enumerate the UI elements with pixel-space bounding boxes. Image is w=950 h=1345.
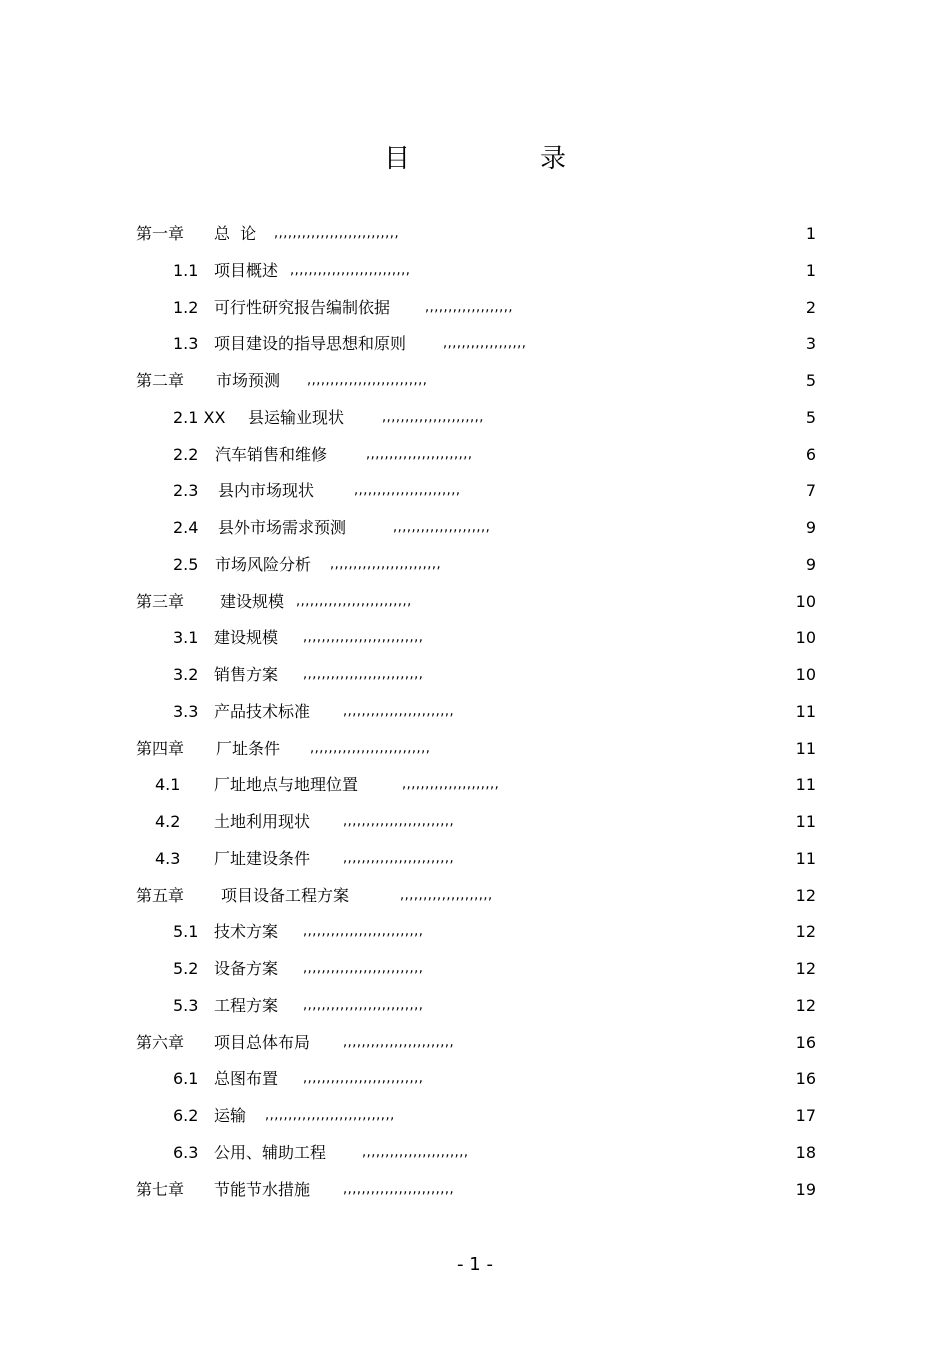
toc-label: 建设规模 (214, 628, 279, 648)
toc-entry-6-2[interactable] (0, 1098, 950, 1135)
toc-leader: ,,,,,,,,,,,,,,,,,,, (425, 299, 514, 315)
toc-leader: ,,,,,,,,,,,,,,,,,,,,,,, (354, 483, 461, 499)
toc-number: 第六章 (136, 1032, 185, 1052)
toc-page: 11 (795, 701, 816, 721)
page-title: 目 录 (383, 144, 618, 174)
toc-number: 4.3 (155, 848, 181, 868)
toc-page: 12 (795, 959, 816, 978)
toc-entry-3-2[interactable] (0, 657, 950, 694)
toc-page: 11 (795, 812, 816, 831)
toc-leader: ,,,,,,,,,,,,,,,,,,,,,,,,,, (307, 373, 428, 388)
toc-page: 16 (795, 1032, 816, 1052)
toc-number: 6.1 (173, 1069, 199, 1089)
toc-number: 第四章 (136, 738, 185, 758)
toc-entry-ch6[interactable] (0, 1025, 950, 1062)
toc-entry-3-1[interactable] (0, 620, 950, 657)
toc-label: 县外市场需求预测 (218, 518, 347, 537)
toc-page: 5 (805, 407, 816, 427)
toc-label: 土地利用现状 (214, 812, 311, 831)
toc-entry-ch2[interactable] (0, 363, 950, 400)
toc-label: 项目设备工程方案 (221, 885, 350, 905)
toc-entry-5-3[interactable] (0, 988, 950, 1025)
toc-page: 18 (795, 1142, 816, 1162)
toc-leader: ,,,,,,,,,,,,,,,,,,,,,,, (366, 446, 473, 462)
toc-entry-1-2[interactable] (0, 290, 950, 327)
toc-label: 节能节水措施 (214, 1179, 311, 1199)
toc-number: 6.2 (173, 1106, 199, 1125)
toc-page: 12 (795, 885, 816, 905)
toc-entry-2-1[interactable] (0, 400, 950, 437)
toc-number: 4.1 (155, 775, 181, 795)
toc-page: 5 (805, 371, 816, 390)
toc-number: 4.2 (155, 812, 181, 831)
toc-entry-6-1[interactable] (0, 1061, 950, 1098)
toc-leader: ,,,,,,,,,,,,,,,,,,,,,,,,,,,, (265, 1108, 395, 1123)
toc-entry-3-3[interactable] (0, 694, 950, 731)
toc-page: 12 (795, 995, 816, 1015)
toc-entry-ch5[interactable] (0, 878, 950, 915)
toc-label: 设备方案 (214, 959, 279, 978)
toc-number: 5.2 (173, 959, 199, 978)
toc-entry-ch3[interactable] (0, 584, 950, 621)
toc-leader: ,,,,,,,,,,,,,,,,,,,,,,,,,, (303, 997, 424, 1013)
toc-label: 公用、辅助工程 (214, 1142, 327, 1162)
toc-page: 1 (805, 260, 816, 280)
toc-leader: ,,,,,,,,,,,,,,,,,,,,,,,,,, (310, 740, 431, 756)
toc-page: 6 (805, 444, 816, 464)
toc-label: 汽车销售和维修 (215, 444, 328, 464)
toc-label: 厂址建设条件 (214, 848, 311, 868)
toc-number: 1.1 (173, 260, 199, 280)
toc-page: 2 (805, 297, 816, 317)
toc-leader: ,,,,,,,,,,,,,,,,,,,,, (393, 520, 491, 535)
toc-label: 项目概述 (214, 260, 279, 280)
toc-leader: ,,,,,,,,,,,,,,,,,,,,,,,,,, (290, 262, 411, 278)
toc-page: 11 (795, 738, 816, 758)
page-number-footer: - 1 - (457, 1254, 493, 1275)
toc-leader: ,,,,,,,,,,,,,,,,,,,,,,,,, (296, 593, 412, 609)
toc-page: 16 (795, 1069, 816, 1089)
toc-label: 县内市场现状 (218, 481, 315, 501)
toc-number: 5.1 (173, 922, 199, 942)
toc-page: 9 (805, 518, 816, 537)
toc-page: 7 (805, 481, 816, 501)
toc-label: 县运输业现状 (248, 407, 345, 427)
toc-leader: ,,,,,,,,,,,,,,,,,,,,,,,,,, (303, 961, 424, 976)
toc-label: 销售方案 (214, 665, 279, 684)
toc-entry-ch1[interactable] (0, 216, 950, 253)
toc-leader: ,,,,,,,,,,,,,,,,,,,,,,,, (343, 703, 455, 719)
toc-entry-4-1[interactable] (0, 767, 950, 804)
toc-label: 总 论 (214, 224, 257, 243)
toc-number: 2.3 (173, 481, 199, 501)
toc-entry-ch4[interactable] (0, 731, 950, 768)
toc-number: 6.3 (173, 1142, 199, 1162)
toc-page: 12 (795, 922, 816, 942)
toc-page: 11 (795, 848, 816, 868)
toc-number: 2.2 (173, 444, 199, 464)
toc-label: 厂址地点与地理位置 (214, 775, 359, 795)
toc-leader: ,,,,,,,,,,,,,,,,,,,,,,,, (343, 1034, 455, 1050)
toc-label: 产品技术标准 (214, 701, 311, 721)
toc-page: 10 (795, 591, 816, 611)
toc-number: 第二章 (136, 371, 185, 390)
toc-leader: ,,,,,,,,,,,,,,,,,,,,,,,, (330, 556, 442, 572)
toc-label: 项目建设的指导思想和原则 (214, 334, 407, 354)
toc-number: 2.5 (173, 554, 199, 574)
toc-page: 1 (805, 224, 816, 243)
toc-number: 3.2 (173, 665, 199, 684)
toc-leader: ,,,,,,,,,,,,,,,,,,,, (400, 887, 493, 903)
toc-entry-2-2[interactable] (0, 437, 950, 474)
toc-label: 项目总体布局 (214, 1032, 311, 1052)
toc-label: 总图布置 (214, 1069, 279, 1089)
toc-number: 第三章 (136, 591, 185, 611)
toc-leader: ,,,,,,,,,,,,,,,,,,,,,,,,,, (303, 1071, 424, 1087)
toc-entry-2-3[interactable] (0, 473, 950, 510)
toc-leader: ,,,,,,,,,,,,,,,,,,,,,,, (362, 1144, 469, 1160)
toc-leader: ,,,,,,,,,,,,,,,,,,,,,,,,,, (303, 924, 424, 940)
toc-entry-1-3[interactable] (0, 326, 950, 363)
toc-number: 2.4 (173, 518, 199, 537)
toc-page: 3 (805, 334, 816, 354)
toc-page: 17 (795, 1106, 816, 1125)
toc-page: 9 (805, 554, 816, 574)
toc-leader: ,,,,,,,,,,,,,,,,,,,,,,,, (343, 850, 455, 866)
toc-label: 市场风险分析 (215, 554, 312, 574)
toc-leader: ,,,,,,,,,,,,,,,,,,,,,, (382, 409, 484, 425)
toc-entry-6-3[interactable] (0, 1135, 950, 1172)
toc-leader: ,,,,,,,,,,,,,,,,,,,,,,,,,,, (274, 226, 400, 241)
toc-leader: ,,,,,,,,,,,,,,,,,,,,,,,, (343, 814, 455, 829)
toc-leader: ,,,,,,,,,,,,,,,,,,,,,,,,,, (303, 667, 424, 682)
table-of-contents (0, 216, 950, 1208)
toc-leader: ,,,,,,,,,,,,,,,,,,,,,,,,,, (303, 630, 424, 646)
toc-leader: ,,,,,,,,,,,,,,,,,, (443, 336, 527, 352)
toc-entry-5-1[interactable] (0, 914, 950, 951)
toc-entry-ch7[interactable] (0, 1172, 950, 1209)
toc-label: 工程方案 (214, 995, 279, 1015)
toc-number: 第七章 (136, 1179, 185, 1199)
toc-entry-4-2[interactable] (0, 804, 950, 841)
toc-number: 1.2 (173, 297, 199, 317)
toc-leader: ,,,,,,,,,,,,,,,,,,,,,,,, (343, 1181, 455, 1197)
toc-label: 厂址条件 (216, 738, 281, 758)
toc-number: 第五章 (136, 885, 185, 905)
toc-label: 运输 (214, 1106, 247, 1125)
toc-entry-5-2[interactable] (0, 951, 950, 988)
toc-number: 2.1 XX (173, 407, 226, 427)
toc-entry-2-5[interactable] (0, 547, 950, 584)
toc-entry-4-3[interactable] (0, 841, 950, 878)
toc-number: 3.1 (173, 628, 199, 648)
toc-entry-2-4[interactable] (0, 510, 950, 547)
toc-label: 建设规模 (220, 591, 285, 611)
toc-number: 5.3 (173, 995, 199, 1015)
toc-number: 第一章 (136, 224, 185, 243)
toc-label: 技术方案 (214, 922, 279, 942)
toc-label: 市场预测 (216, 371, 281, 390)
toc-label: 可行性研究报告编制依据 (214, 297, 391, 317)
toc-number: 1.3 (173, 334, 199, 354)
toc-page: 11 (795, 775, 816, 795)
toc-entry-1-1[interactable] (0, 253, 950, 290)
toc-number: 3.3 (173, 701, 199, 721)
toc-page: 19 (795, 1179, 816, 1199)
toc-page: 10 (795, 628, 816, 648)
toc-page: 10 (795, 665, 816, 684)
toc-leader: ,,,,,,,,,,,,,,,,,,,,, (402, 777, 500, 793)
